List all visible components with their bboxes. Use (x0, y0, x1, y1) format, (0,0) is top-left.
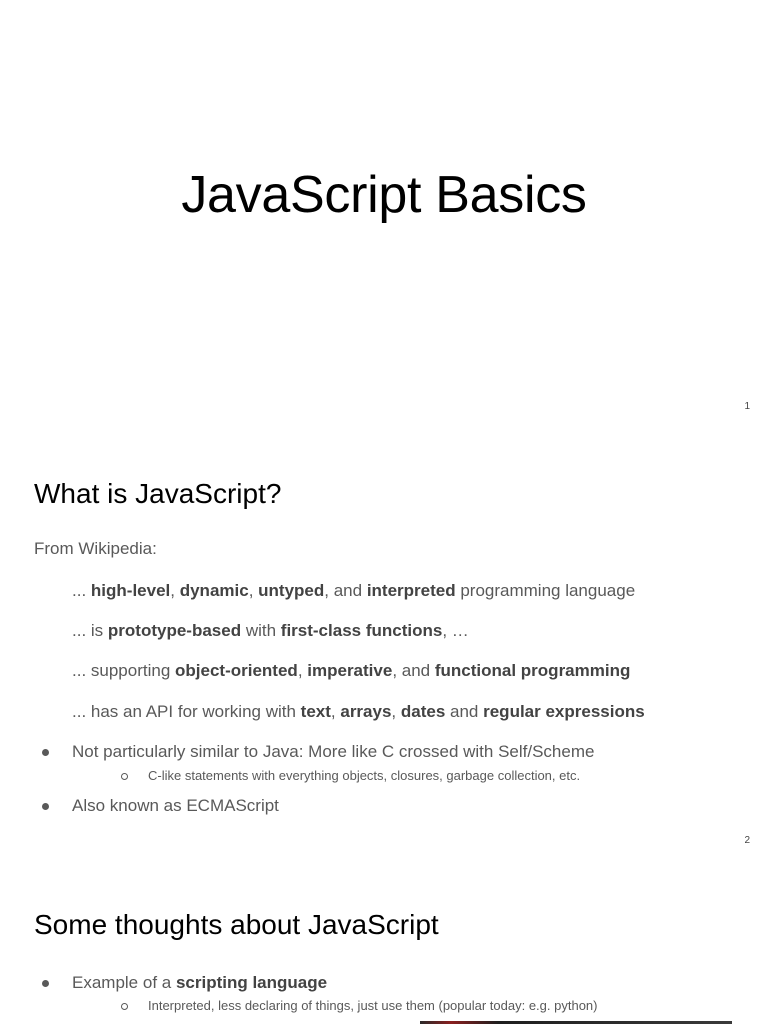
emphasized-text: arrays (340, 702, 392, 721)
quote-line (72, 702, 645, 722)
emphasized-text: untyped (258, 581, 325, 600)
text-run: programming language (455, 581, 636, 600)
text-run: , (170, 581, 180, 600)
text-run: ... is (72, 621, 108, 640)
text-run: ... (72, 581, 91, 600)
emphasized-text: dates (400, 702, 446, 721)
emphasized-text: object-oriented (175, 661, 298, 680)
emphasized-text: dynamic (179, 581, 249, 600)
emphasized-text: scripting language (175, 973, 328, 992)
emphasized-text: interpreted (366, 581, 456, 600)
slide-page-number: 2 (744, 835, 750, 846)
bullet-item (72, 973, 327, 993)
slide-1 (0, 0, 768, 432)
sub-bullet-item: Interpreted, less declaring of things, just use them (popular today: e.g. python) (148, 998, 598, 1013)
text-run: ... has an API for working with (72, 702, 301, 721)
slide-heading: Some thoughts about JavaScript (34, 909, 439, 940)
emphasized-text: imperative (307, 661, 393, 680)
emphasized-text: functional programming (434, 661, 631, 680)
emphasized-text: high-level (90, 581, 171, 600)
slide-2 (0, 432, 768, 864)
sub-bullet-item: C-like statements with everything objects, closures, garbage collection, etc. (148, 768, 581, 783)
emphasized-text: prototype-based (107, 621, 242, 640)
slide-3 (0, 864, 768, 1024)
text-run: and (445, 702, 484, 721)
emphasized-text: text (300, 702, 331, 721)
text-run: , … (442, 621, 469, 640)
slide-heading: What is JavaScript? (34, 478, 282, 509)
text-run: , (248, 581, 259, 600)
slide-page-number: 1 (744, 401, 750, 412)
text-run: , and (324, 581, 367, 600)
slide-title: JavaScript Basics (181, 166, 587, 224)
emphasized-text: regular expressions (483, 702, 645, 721)
text-run: with (241, 621, 281, 640)
source-label: From Wikipedia: (34, 539, 157, 558)
text-run: Example of a (72, 973, 176, 992)
quote-line (72, 661, 630, 681)
bullet-item: Not particularly similar to Java: More like C crossed with Self/Scheme (72, 742, 595, 761)
text-run: ... supporting (72, 661, 176, 680)
bullet-item: Also known as ECMAScript (72, 796, 279, 815)
quote-line (72, 621, 469, 641)
text-run: , (391, 702, 401, 721)
emphasized-text: first-class functions (280, 621, 443, 640)
text-run: , (297, 661, 308, 680)
text-run: , (330, 702, 341, 721)
quote-line (72, 581, 635, 601)
text-run: , and (392, 661, 435, 680)
